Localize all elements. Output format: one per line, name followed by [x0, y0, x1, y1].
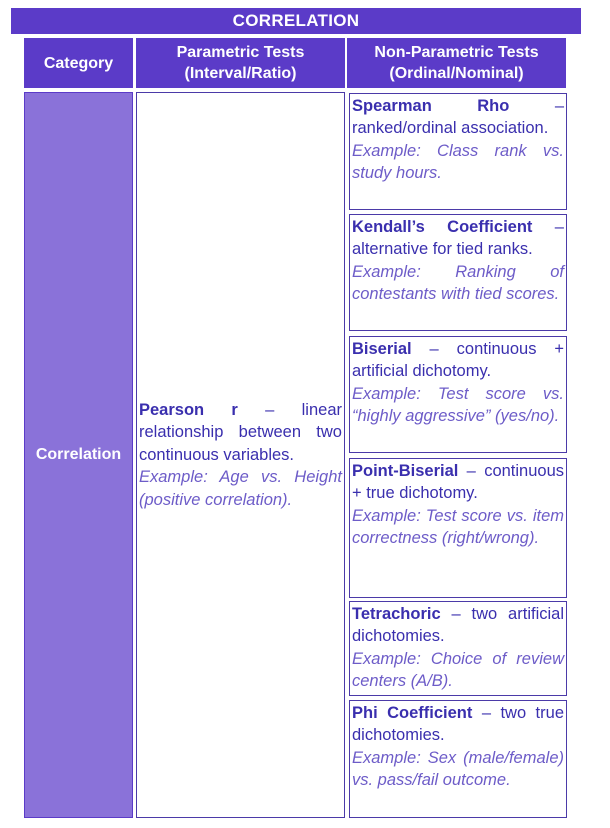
test-name: Kendall’s Coefficient	[352, 218, 533, 236]
test-example: Example: Choice of review centers (A/B).	[352, 649, 564, 691]
nonparametric-cell-kendall	[349, 214, 567, 331]
test-description	[352, 216, 564, 261]
category-label: Correlation	[35, 446, 122, 463]
test-example: Example: Test score vs. item correctness (right/wrong).	[352, 506, 564, 548]
test-name: Spearman Rho	[352, 97, 510, 115]
test-example: Example: Ranking of contestants with tied scores.	[352, 262, 564, 304]
test-name: Point-Biserial	[352, 462, 459, 480]
test-desc: – ranked/ordinal association.	[352, 97, 564, 138]
nonparametric-cell-tetrachoric	[349, 601, 567, 696]
parametric-description	[139, 399, 342, 466]
category-cell	[24, 92, 133, 818]
test-name: Tetrachoric	[352, 605, 441, 623]
header-parametric-line1: Parametric Tests	[176, 44, 305, 61]
table-title: CORRELATION	[11, 8, 581, 34]
nonparametric-cell-phi	[349, 700, 567, 818]
test-description	[352, 603, 564, 648]
parametric-example: Example: Age vs. Height (positive correlation).	[139, 468, 342, 509]
header-category-label: Category	[43, 54, 114, 72]
header-parametric	[136, 38, 345, 88]
test-desc: – linear relationship between two continuous variables.	[139, 400, 342, 464]
test-description	[352, 460, 564, 505]
parametric-cell	[136, 92, 345, 818]
header-category	[24, 38, 133, 88]
nonparametric-cell-spearman	[349, 93, 567, 210]
test-example: Example: Sex (male/female) vs. pass/fail outcome.	[352, 748, 564, 790]
test-example: Example: Class rank vs. study hours.	[352, 141, 564, 183]
header-nonparametric	[347, 38, 566, 88]
test-description	[352, 95, 564, 140]
test-example: Example: Test score vs. “highly aggressive” (yes/no).	[352, 384, 564, 426]
test-desc: – continuous + artificial dichotomy.	[352, 340, 564, 381]
test-desc: – continuous + true dichotomy.	[352, 462, 564, 503]
header-nonparametric-line2: (Ordinal/Nominal)	[389, 65, 524, 82]
test-desc: – two true dichotomies.	[352, 704, 564, 745]
test-desc: – alternative for tied ranks.	[352, 218, 564, 259]
test-name: Phi Coefficient	[352, 704, 473, 722]
nonparametric-cell-biserial	[349, 336, 567, 453]
test-desc: – two artificial dichotomies.	[352, 605, 564, 646]
header-nonparametric-line1: Non-Parametric Tests	[374, 44, 539, 61]
test-description	[352, 338, 564, 383]
test-name: Pearson r	[139, 400, 238, 419]
header-parametric-line2: (Interval/Ratio)	[184, 65, 297, 82]
nonparametric-cell-point-biserial	[349, 458, 567, 598]
test-description	[352, 702, 564, 747]
test-name: Biserial	[352, 340, 412, 358]
